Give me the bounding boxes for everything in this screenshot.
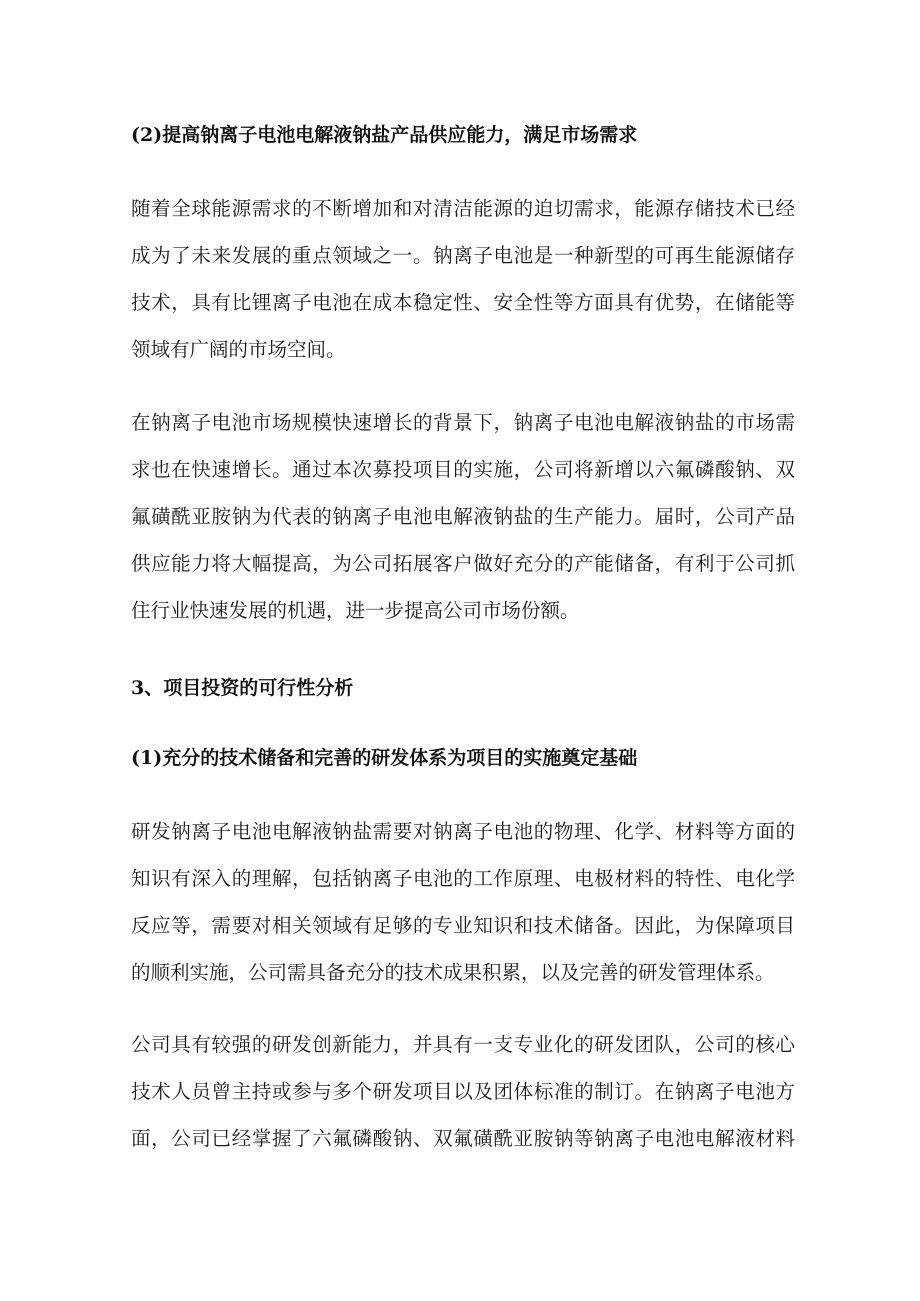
section-heading-supply-capacity: (2)提高钠离子电池电解液钠盐产品供应能力，满足市场需求: [131, 124, 638, 146]
paragraph-line: 面，公司已经掌握了六氟磷酸钠、双氟磺酰亚胺钠等钠离子电池电解液材料: [131, 1127, 795, 1150]
paragraph-line: 供应能力将大幅提高，为公司拓展客户做好充分的产能储备，有利于公司抓: [131, 552, 795, 575]
paragraph-line: 住行业快速发展的机遇，进一步提高公司市场份额。: [131, 599, 580, 622]
paragraph-line: 知识有深入的理解，包括钠离子电池的工作原理、电极材料的特性、电化学: [131, 867, 795, 890]
paragraph-line: 反应等，需要对相关领域有足够的专业知识和技术储备。因此，为保障项目: [131, 914, 795, 937]
paragraph-market-demand: [131, 399, 795, 634]
paragraph-line: 研发钠离子电池电解液钠盐需要对钠离子电池的物理、化学、材料等方面的: [131, 820, 795, 843]
paragraph-line: 求也在快速增长。通过本次募投项目的实施，公司将新增以六氟磷酸钠、双: [131, 458, 795, 481]
paragraph-line: 成为了未来发展的重点领域之一。钠离子电池是一种新型的可再生能源储存: [131, 244, 795, 267]
paragraph-line: 氟磺酰亚胺钠为代表的钠离子电池电解液钠盐的生产能力。届时，公司产品: [131, 505, 795, 528]
paragraph-line: 技术，具有比锂离子电池在成本稳定性、安全性等方面具有优势，在储能等: [131, 291, 795, 314]
paragraph-rd-knowledge: [131, 808, 795, 996]
paragraph-line: 公司具有较强的研发创新能力，并具有一支专业化的研发团队，公司的核心: [131, 1033, 795, 1056]
section-heading-technical-reserve: (1)充分的技术储备和完善的研发体系为项目的实施奠定基础: [131, 747, 638, 769]
paragraph-line: 领域有广阔的市场空间。: [131, 338, 346, 361]
paragraph-line: 的顺利实施，公司需具备充分的技术成果积累，以及完善的研发管理体系。: [131, 961, 775, 984]
paragraph-line: 技术人员曾主持或参与多个研发项目以及团体标准的制订。在钠离子电池方: [131, 1080, 795, 1103]
paragraph-rd-capability: [131, 1021, 795, 1162]
section-heading-feasibility: 3、项目投资的可行性分析: [131, 677, 354, 699]
paragraph-line: 随着全球能源需求的不断增加和对清洁能源的迫切需求，能源存储技术已经: [131, 197, 795, 220]
paragraph-line: 在钠离子电池市场规模快速增长的背景下，钠离子电池电解液钠盐的市场需: [131, 411, 795, 434]
paragraph-energy-storage: [131, 185, 795, 373]
